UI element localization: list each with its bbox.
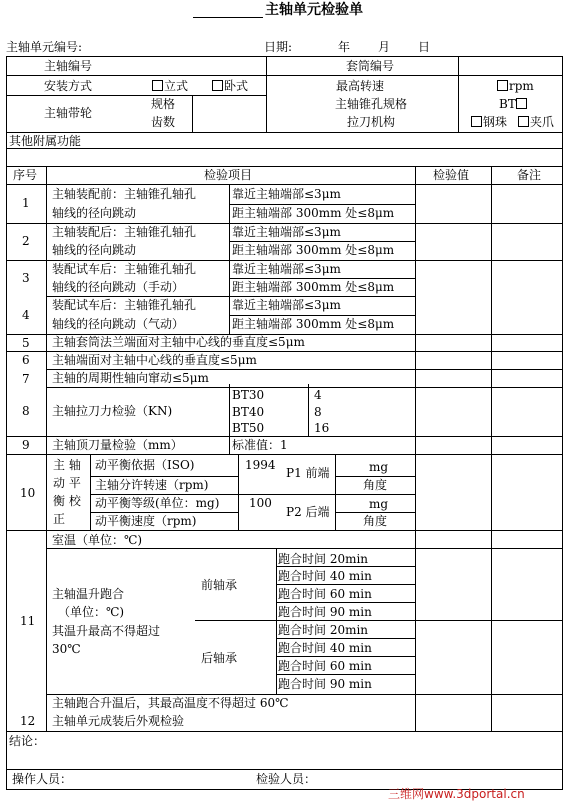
bt-option[interactable]: BT xyxy=(499,97,528,111)
row9-standard: 标准值：1 xyxy=(232,438,288,452)
row1-criterion-1: 靠近主轴端部≤3μm xyxy=(232,187,341,201)
row10-p2-mg: mg xyxy=(369,497,389,511)
row10-grade-value: 100 xyxy=(249,496,272,510)
row11-rear-run20: 跑合时间 20min xyxy=(278,623,369,637)
row11-rear-run40: 跑合时间 40 min xyxy=(278,641,372,655)
row-no-10: 10 xyxy=(20,486,36,500)
row10-basis-label: 动平衡依据（ISO) xyxy=(95,458,195,472)
row1-item-line2: 轴线的径向跳动 xyxy=(52,206,137,220)
row8-val-bt30: 4 xyxy=(314,388,322,402)
row8-val-bt40: 8 xyxy=(314,405,322,419)
day-label: 日 xyxy=(418,40,431,54)
sleeve-no-label: 套筒编号 xyxy=(346,59,395,73)
row11-room-temp: 室温（单位：℃) xyxy=(52,533,143,547)
row-no-9: 9 xyxy=(22,438,30,452)
row10-p1-angle: 角度 xyxy=(363,478,388,492)
title-blank-line xyxy=(193,17,263,18)
row11-front-run90: 跑合时间 90 min xyxy=(278,605,372,619)
row4-item-line2: 轴线的径向跳动（气动） xyxy=(52,317,185,331)
row10-label-1: 主 轴 xyxy=(53,458,81,472)
row7-item: 主轴的周期性轴向窜动≤5μm xyxy=(52,371,209,385)
row2-item-line1: 主轴装配后：主轴锥孔轴孔 xyxy=(52,225,197,239)
row11-rear-run60: 跑合时间 60 min xyxy=(278,659,372,673)
row8-bt40: BT40 xyxy=(232,405,265,419)
month-label: 月 xyxy=(378,40,391,54)
col-header-item: 检验项目 xyxy=(204,168,253,182)
row4-criterion-1: 靠近主轴端部≤3μm xyxy=(232,298,341,312)
checkbox-icon xyxy=(212,80,223,91)
drawbar-label: 拉刀机构 xyxy=(347,115,396,129)
other-functions-label: 其他附属功能 xyxy=(9,134,82,148)
row3-item-line1: 装配试车后：主轴锥孔轴孔 xyxy=(52,262,197,276)
row-no-2: 2 xyxy=(22,234,30,248)
steel-ball-option[interactable]: 钢珠 xyxy=(471,115,507,129)
taper-spec-label: 主轴锥孔规格 xyxy=(335,97,408,111)
row11-rear-bearing: 后轴承 xyxy=(201,651,238,665)
row11-rear-run90: 跑合时间 90 min xyxy=(278,677,372,691)
collet-option[interactable]: 夹爪 xyxy=(518,115,554,129)
row8-val-bt50: 16 xyxy=(314,421,330,435)
row10-grade-label: 动平衡等级(单位：mg) xyxy=(95,496,220,510)
row-no-5: 5 xyxy=(22,336,30,350)
row8-bt30: BT30 xyxy=(232,388,265,402)
rpm-option[interactable]: rpm xyxy=(497,79,534,93)
checkbox-icon xyxy=(152,80,163,91)
row11-front-bearing: 前轴承 xyxy=(201,578,238,592)
row11-front-run40: 跑合时间 40 min xyxy=(278,569,372,583)
row10-bal-speed-label: 动平衡速度（rpm) xyxy=(95,514,197,528)
row10-label-3: 衡 校 xyxy=(53,494,81,508)
horizontal-option[interactable]: 卧式 xyxy=(212,79,248,93)
row2-criterion-2: 距主轴端部 300mm 处≤8μm xyxy=(232,243,395,257)
col-header-value: 检验值 xyxy=(433,168,470,182)
conclusion-label: 结论： xyxy=(9,734,46,748)
row11-desc-1: 主轴温升跑合 xyxy=(52,587,125,601)
row11-note: 主轴跑合升温后，其最高温度不得超过 60℃ xyxy=(52,696,289,710)
row3-criterion-1: 靠近主轴端部≤3μm xyxy=(232,262,341,276)
col-header-no: 序号 xyxy=(13,168,38,182)
row-no-8: 8 xyxy=(22,404,30,418)
row3-item-line2: 轴线的径向跳动（手动） xyxy=(52,280,185,294)
teeth-label: 齿数 xyxy=(151,115,176,129)
pulley-label: 主轴带轮 xyxy=(44,106,93,120)
row12-item: 主轴单元成装后外观检验 xyxy=(52,714,185,728)
row11-front-run60: 跑合时间 60 min xyxy=(278,587,372,601)
max-speed-label: 最高转速 xyxy=(336,79,385,93)
page-title: 主轴单元检验单 xyxy=(265,2,363,18)
row1-criterion-2: 距主轴端部 300mm 处≤8μm xyxy=(232,206,395,220)
row-no-12: 12 xyxy=(20,714,36,728)
unit-no-label: 主轴单元编号: xyxy=(6,40,83,54)
row4-criterion-2: 距主轴端部 300mm 处≤8μm xyxy=(232,317,395,331)
row11-front-run20: 跑合时间 20min xyxy=(278,552,369,566)
row-no-7: 7 xyxy=(22,372,30,386)
row-no-1: 1 xyxy=(22,196,30,210)
vertical-option[interactable]: 立式 xyxy=(152,79,188,93)
row11-desc-3: 其温升最高不得超过 xyxy=(52,624,161,638)
inspector-label: 检验人员： xyxy=(256,772,317,786)
year-label: 年 xyxy=(338,40,351,54)
spindle-no-label: 主轴编号 xyxy=(44,59,93,73)
row11-desc-4: 30℃ xyxy=(52,642,81,656)
row10-label-2: 动 平 xyxy=(53,476,81,490)
row-no-3: 3 xyxy=(22,271,30,285)
checkbox-icon xyxy=(516,98,527,109)
row5-item: 主轴套筒法兰端面对主轴中心线的垂直度≤5μm xyxy=(52,335,305,349)
row3-criterion-2: 距主轴端部 300mm 处≤8μm xyxy=(232,280,395,294)
row6-item: 主轴端面对主轴中心线的垂直度≤5μm xyxy=(52,353,257,367)
row-no-6: 6 xyxy=(22,353,30,367)
date-label: 日期: xyxy=(264,40,293,54)
row1-item-line1: 主轴装配前：主轴锥孔轴孔 xyxy=(52,187,197,201)
row8-item: 主轴拉刀力检验（KN) xyxy=(52,404,173,418)
row-no-4: 4 xyxy=(22,308,30,322)
checkbox-icon xyxy=(471,116,482,127)
row10-p2-label: P2 后端 xyxy=(286,505,330,519)
row10-speed-label: 主轴分许转速（rpm) xyxy=(95,478,209,492)
row10-p1-mg: mg xyxy=(369,460,389,474)
install-mode-label: 安装方式 xyxy=(44,79,93,93)
operator-label: 操作人员： xyxy=(12,772,73,786)
checkbox-icon xyxy=(518,116,529,127)
row10-basis-value: 1994 xyxy=(245,458,276,472)
checkbox-icon xyxy=(497,80,508,91)
spec-label: 规格 xyxy=(151,97,176,111)
row11-desc-2: （单位：℃) xyxy=(58,605,125,619)
row2-criterion-1: 靠近主轴端部≤3μm xyxy=(232,225,341,239)
row9-item: 主轴顶刀量检验（mm） xyxy=(52,438,183,452)
row4-item-line1: 装配试车后：主轴锥孔轴孔 xyxy=(52,298,197,312)
row2-item-line2: 轴线的径向跳动 xyxy=(52,243,137,257)
row10-p1-label: P1 前端 xyxy=(286,466,330,480)
row-no-11: 11 xyxy=(20,614,36,628)
col-header-remark: 备注 xyxy=(517,168,542,182)
row10-label-4: 正 xyxy=(53,512,66,526)
row8-bt50: BT50 xyxy=(232,421,265,435)
row10-p2-angle: 角度 xyxy=(363,514,388,528)
watermark: 三维网www.3dportal.cn xyxy=(388,787,525,801)
